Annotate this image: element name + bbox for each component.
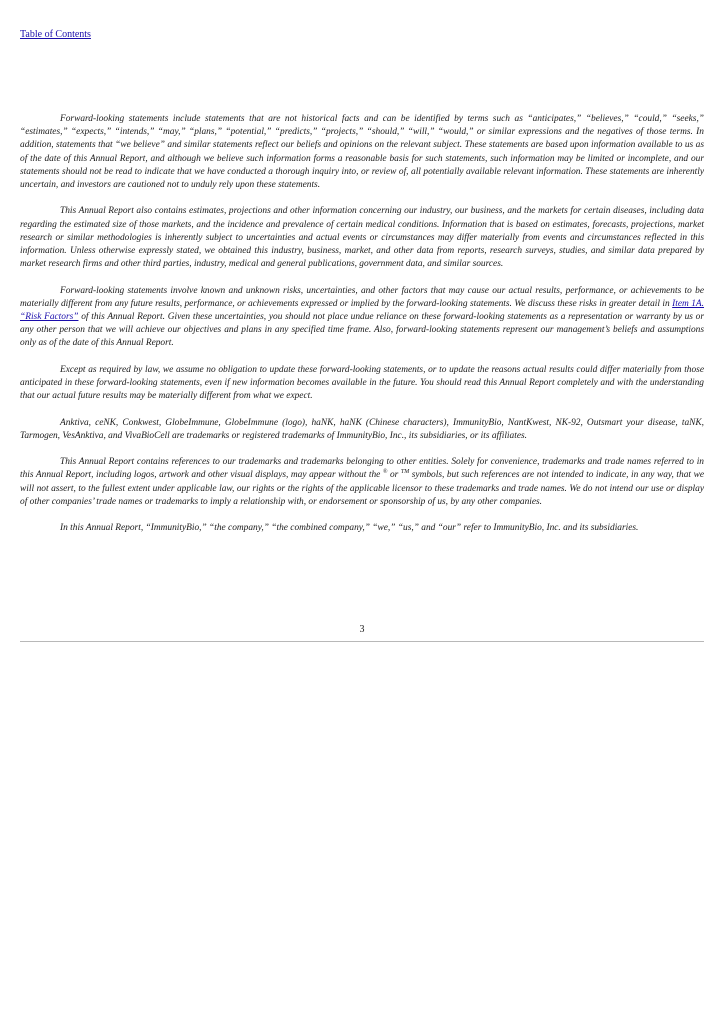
paragraph-risks	[20, 285, 704, 351]
page-divider	[20, 641, 704, 642]
paragraph-risks-text-start: Forward-looking statements involve known and unknown risks, uncertainties, and other factors that may cause our actual results, performance, or achievements to be materially different from any future results, performance, or achievements expressed or implied by the forward-looking statements. We discuss these risks in greater detail in	[20, 285, 704, 309]
paragraph-forward-looking-terms: Forward-looking statements include statements that are not historical facts and can be identified by terms such as “anticipates,” “believes,” “could,” “seeks,” “estimates,” “expects,” “intends,” “may,” “plans,” “potential,” “predicts,” “projects,” “should,” “will,” “would,” or similar expressions and the negatives of those terms. In addition, statements that “we believe” and similar statements reflect our beliefs and opinions on the relevant subject. These statements are based upon information available to us as of the date of this Annual Report, and although we believe such information forms a reasonable basis for such statements, such information may be limited or incomplete, and our statements should not be read to indicate that we have conducted a thorough inquiry into, or review of, all potentially available relevant information. These statements are inherently uncertain, and investors are cautioned not to unduly rely upon these statements.	[20, 114, 704, 191]
paragraph-trademarks-list: Anktiva, ceNK, Conkwest, GlobeImmune, GlobeImmune (logo), haNK, haNK (Chinese characters), ImmunityBio, NantKwest, NK-92, Outsmart your disease, taNK, Tarmogen, VesAnktiva, and VivaBioCell are trademarks or registered trademarks of ImmunityBio, Inc., its subsidiaries, or its affiliates.	[20, 417, 704, 441]
risk-factors-link[interactable]: Item 1A. “Risk Factors”	[20, 298, 705, 323]
registered-symbol: ®	[382, 469, 388, 476]
document-body	[20, 113, 704, 549]
paragraph-trademark-references	[20, 456, 704, 509]
paragraph-no-obligation: Except as required by law, we assume no obligation to update these forward-looking statements, or to update the reasons actual results could differ materially from those anticipated in these forward-looking statements, even if new information becomes available in the future. You should read this Annual Report completely and with the understanding that our actual future results may be materially different from what we expect.	[20, 364, 704, 402]
trademark-symbol: TM	[400, 469, 410, 476]
page-number: 3	[359, 624, 365, 635]
paragraph-definitions: In this Annual Report, “ImmunityBio,” “the company,” “the combined company,” “we,” “us,” and “our” refer to ImmunityBio, Inc. and its subsidiaries.	[60, 523, 639, 534]
paragraph-estimates-projections: This Annual Report also contains estimates, projections and other information concerning our industry, our business, and the markets for certain diseases, including data regarding the estimated size of those markets, and the incidence and prevalence of certain medical conditions. Information that is based on estimates, forecasts, projections, market research or similar methodologies is inherently subject to uncertainties and actual events or circumstances may differ materially from events and circumstances reflected in this information. Unless otherwise expressly stated, we obtained this industry, business, market, and other data from reports, research surveys, studies, and similar data prepared by market research firms and other third parties, industry, medical and general publications, government data, and similar sources.	[20, 206, 704, 270]
paragraph-risks-text-end: of this Annual Report. Given these uncertainties, you should not place undue reliance on these forward-looking statements as a representation or warranty by us or any other person that we will achieve our objectives and plans in any specified time frame. Also, forward-looking statements represent our management’s beliefs and assumptions only as of the date of this Annual Report.	[20, 312, 704, 349]
paragraph-trademark-text-mid: or	[387, 470, 401, 481]
table-of-contents-link[interactable]: Table of Contents	[20, 29, 91, 40]
paragraph-trademark-text-end: symbols, but such references are not intended to indicate, in any way, that we will not assert, to the fullest extent under applicable law, our rights or the rights of the applicable licensor to these trademarks and trade names. We do not intend our use or display of other companies’ trade names or trademarks to imply a relationship with, or endorsement or sponsorship of us, by any other companies.	[20, 470, 704, 507]
paragraph-trademark-text-start: This Annual Report contains references to our trademarks and trademarks belonging to other entities. Solely for convenience, trademarks and trade names referred to in this Annual Report, including logos, artwork and other visual displays, may appear without the	[20, 457, 704, 481]
